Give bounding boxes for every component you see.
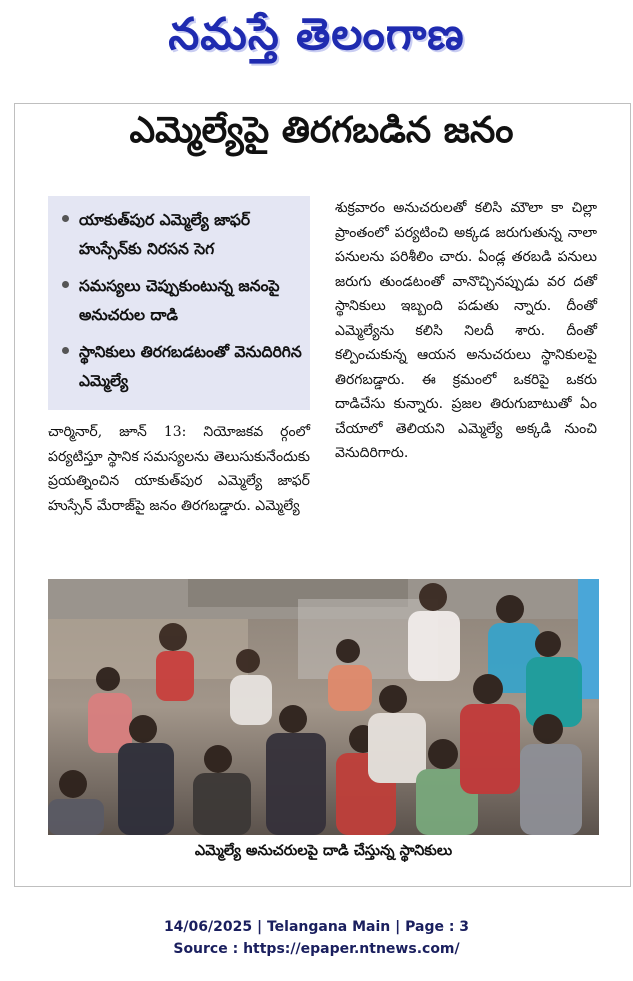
- footer-source-link[interactable]: Source : https://epaper.ntnews.com/: [173, 941, 460, 957]
- bullet-icon: [62, 347, 69, 354]
- highlight-item: [62, 338, 302, 396]
- highlight-item: [62, 272, 302, 330]
- highlight-text: సమస్యలు చెప్పుకుంటున్న జనంపై అనుచరుల దాడి: [79, 277, 280, 324]
- article-paragraph: శుక్రవారం అనుచరులతో కలిసి మౌలా కా చిల్లా ప్రాంతంలో పర్యటించి అక్కడ జరుగుతున్న నాలా పనులను పరిశీలిం చారు. ఏండ్ల తరబడి పనులు జరుగు తుండటంతో వానొచ్చినప్పుడు వర దతో స్థానికులు ఇబ్బంది పడుతు న్నారు. దీంతో ఎమ్మెల్యేను కలిసి నిలదీ శారు. దీంతో కల్పించుకున్న ఆయన అనుచరులు స్థానికులపై తిరగబడ్డారు. ఈ క్రమంలో ఒకరిపై ఒకరు దాడిచేసు కున్నారు. ప్రజల తిరుగుబాటుతో ఏం చేయాలో తెలియని ఎమ్మెల్యే అక్కడి నుంచి వెనుదిరిగారు.: [335, 200, 597, 461]
- masthead: [0, 0, 633, 80]
- footer-edition-info: 14/06/2025 | Telangana Main | Page : 3: [163, 919, 470, 935]
- bullet-icon: [62, 215, 69, 222]
- masthead-title: నమస్తే తెలంగాణ: [168, 9, 465, 60]
- photo-caption: ఎమ్మెల్యే అనుచరులపై దాడి చేస్తున్న స్థానికులు: [194, 843, 453, 859]
- article-body-right-column: [335, 196, 597, 466]
- highlight-text: స్థానికులు తిరగబడటంతో వెనుదిరిగిన ఎమ్మెల్యే: [79, 343, 302, 390]
- news-photo: [48, 579, 599, 835]
- article-body-left-column: [48, 420, 310, 518]
- article-headline: ఎమ్మెల్యేపై తిరగబడిన జనం: [129, 110, 514, 151]
- highlight-text: యాకుత్‌పుర ఎమ్మెల్యే జాఫర్ హుస్సేన్‌కు నిరసన సెగ: [79, 211, 251, 258]
- highlight-item: [62, 206, 302, 264]
- article-paragraph: చార్మినార్, జూన్ 13: నియోజకవ ర్గంలో పర్యటిస్తూ స్థానిక సమస్యలను తెలుసుకునేందుకు ప్రయత్నించిన యాకుత్‌పుర ఎమ్మెల్యే జాఫర్ హుస్సేన్ మేరాజ్‌పై జనం తిరగబడ్డారు. ఎమ్మెల్యే: [48, 424, 310, 514]
- bullet-icon: [62, 281, 69, 288]
- highlights-box: [48, 196, 310, 410]
